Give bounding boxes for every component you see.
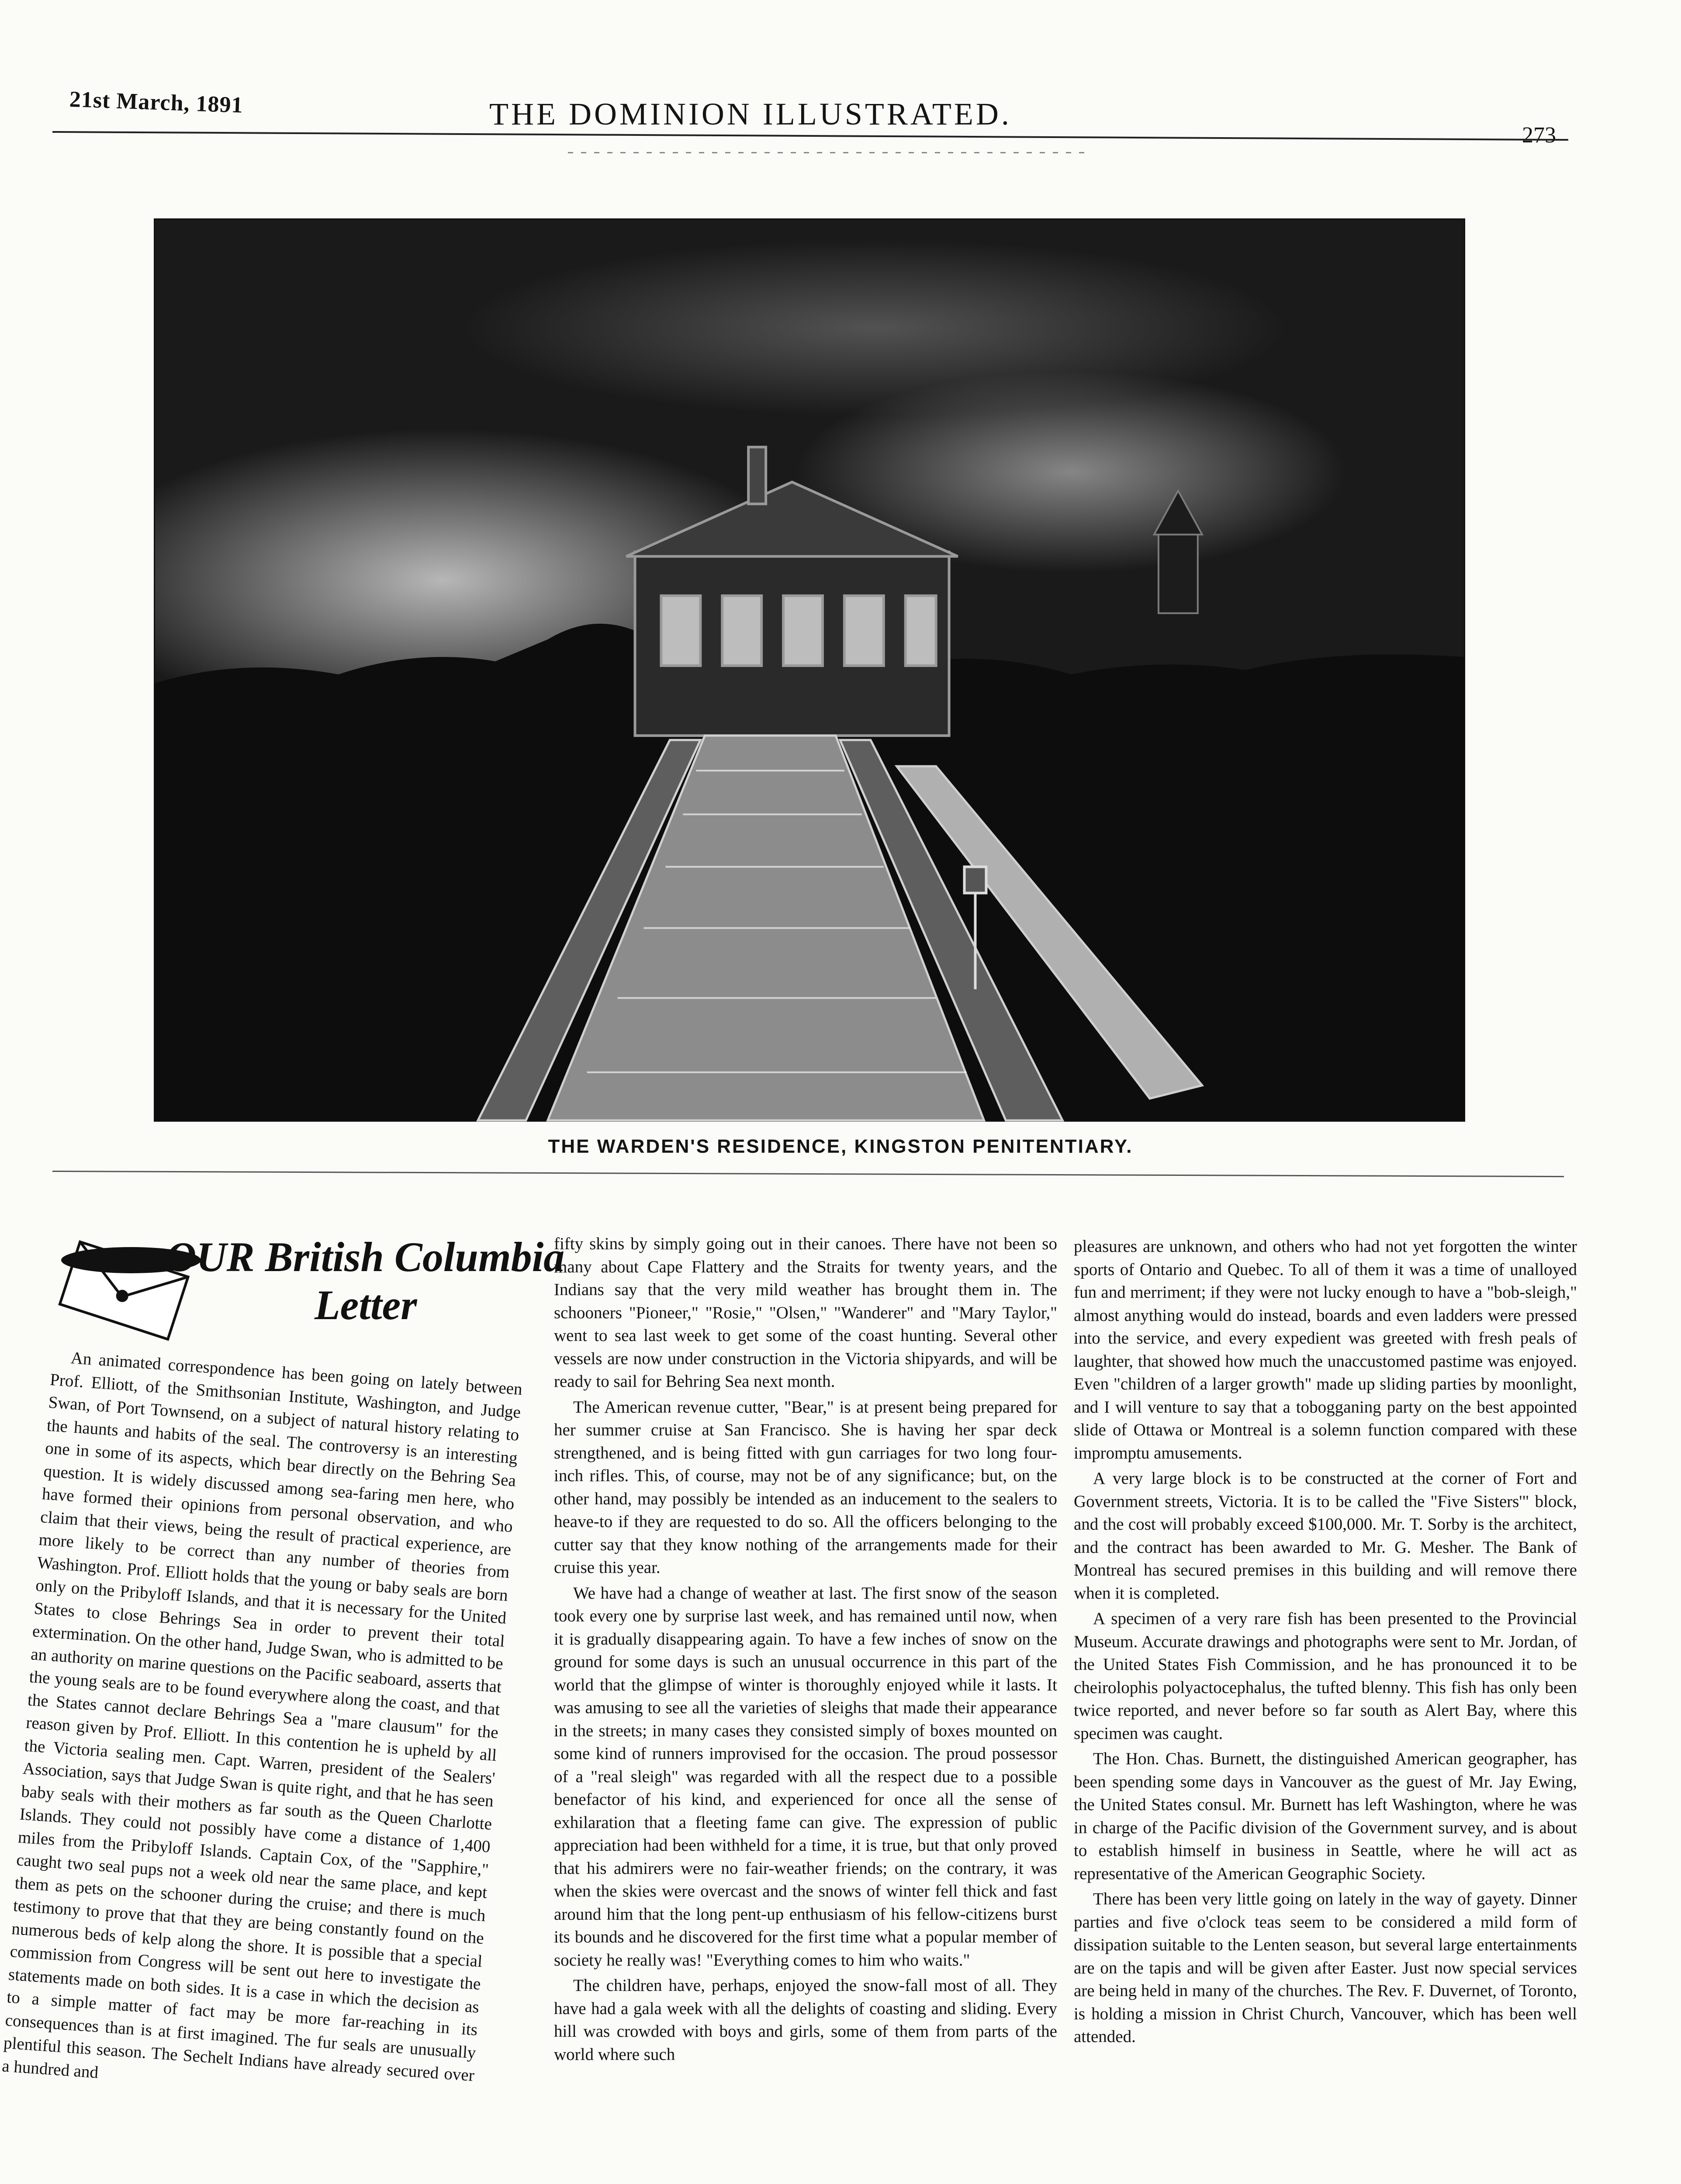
issue-date: 21st March, 1891 (69, 86, 244, 118)
header-rule (52, 131, 1568, 141)
illustration-drawing (155, 220, 1464, 1120)
paragraph: A very large block is to be constructed at the corner of Fort and Government streets, Victoria. It is to be called the "Five Sisters'" block, and the cost will probably exceed $100,000. Mr. T. Sorby is the architect, and the contract has been awarded to Mr. G. Mesher. The Bank of Montreal has secured premises in this building and will remove there when it is completed. (1074, 1469, 1577, 1603)
paragraph: pleasures are unknown, and others who had not yet forgotten the winter sports of Ontario and Quebec. To all of them it was a time of unalloyed fun and merriment; if they were not lucky enough to have a "bob-sleigh," almost anything would do instead, boards and even ladders were pressed into the service, and every expedient was greeted with fresh peals of laughter, that showed how much the unaccustomed pastime was enjoyed. Even "children of a larger growth" made up sliding parties by moonlight, and I will venture to say that a tobogganing party on the best appointed slide of Ottawa or Montreal is a solemn function compared with these impromptu amusements. (1074, 1237, 1577, 1462)
header-dotted-rule (568, 152, 1092, 153)
paragraph: fifty skins by simply going out in their canoes. There have not been so many about Cape Flattery and the Straits for twenty years, and the Indians say that the very mild weather has brought them in. The schooners "Pioneer," "Rosie," "Olsen," "Wanderer" and "Mary Taylor," went to sea last week to get some of the coast hunting. Several other vessels are now under construction in the Victoria shipyards, and will be ready to sail for Behring Sea next month. (554, 1234, 1057, 1391)
warden-house (626, 447, 958, 736)
article-column-3 (1074, 1235, 1577, 2049)
logo-text-line1: OUR British Columbia (166, 1234, 565, 1280)
paragraph: An animated correspondence has been going on lately between Prof. Elliott, of the Smithsonian Institute, Washington, and Judge Swan, of Port Townsend, on a subject of natural history relating to the haunts and habits of the seal. The controversy is an interesting one in some of its aspects, which bear directly on the Behring Sea question. It is widely discussed among sea-faring men here, who have formed their opinions from personal observation, and who claim that their views, being the result of practical experience, are more likely to be correct than any number of theories from Washington. Prof. Elliott holds that the young or baby seals are born only on the Pribyloff Islands, and that it is necessary for the United States to close Behrings Sea in order to prevent their total extermination. On the other hand, Judge Swan, who is admitted to be an authority on marine questions on the Pacific seaboard, asserts that the young seals are to be found everywhere along the coast, and that the States cannot declare Behrings Sea a "mare clausum" for the reason given by Prof. Elliott. In this contention he is upheld by all the Victoria sealing men. Capt. Warren, president of the Sealers' Association, says that Judge Swan is quite right, and that he has seen baby seals with their mothers as far south as the Queen Charlotte Islands. They could not possibly have come a distance of 1,400 miles from the Pribyloff Islands. Captain Cox, of the "Sapphire," caught two seal pups not a week old near the same place, and kept them as pets on the schooner during the cruise; and there is much testimony to prove that that they are being constantly found on the numerous beds of kelp along the shore. It is possible that a special commission from Congress will be sent out here to investigate the statements made on both sides. It is a case in which the decision as to a simple matter of fact may be more far-reaching in its consequences than is at first imagined. The fur seals are unusually plentiful this season. The Sechelt Indians have already secured over a hundred and (1, 1348, 523, 2085)
article-column-2 (554, 1233, 1057, 2066)
paragraph: The American revenue cutter, "Bear," is at present being prepared for her summer cruise at San Francisco. She is having her spar deck strengthened, and is being fitted with gun carriages for two long four-inch rifles. This, of course, may not be of any significance; but, on the other hand, may possibly be intended as an inducement to the sealers to heave-to if they are requested to do so. All the officers belonging to the cutter say that they know nothing of the arrangements made for their cruise this year. (554, 1397, 1057, 1577)
logo-text-line2: Letter (315, 1282, 417, 1328)
section-rule (52, 1171, 1564, 1177)
article-column-1 (1, 1345, 523, 2110)
paragraph: A specimen of a very rare fish has been presented to the Provincial Museum. Accurate drawings and photographs were sent to Mr. Jordan, of the United States Fish Commission, and he has pronounced it to be cheirolophis polyactocephalus, the tufted blenny. This fish has only been twice reported, and never before so far south as Alert Bay, where this specimen was caught. (1074, 1609, 1577, 1743)
paragraph: There has been very little going on lately in the way of gayety. Dinner parties and five o'clock teas seem to be considered a mild form of dissipation suitable to the Lenten season, but several large entertainments are on the tapis and will be given after Easter. Just now special services are being held in many of the churches. The Rev. F. Duvernet, of Toronto, is holding a mission in Christ Church, Vancouver, which has been well attended. (1074, 1890, 1577, 2046)
page-number: 273 (1522, 123, 1556, 148)
paragraph: We have had a change of weather at last. The first snow of the season took every one by surprise last week, and has remained until now, when it is gradually disappearing again. To have a few inches of snow on the ground for some days is such an unusual occurrence in this part of the world that the glimpse of winter is thoroughly enjoyed while it lasts. It was amusing to see all the varieties of sleighs that made their appearance in the streets; in many cases they consisted simply of boxes mounted on some kind of runners improvised for the occasion. The proud possessor of a "real sleigh" was regarded with all the respect due to a possible benefactor of his kind, and experienced for once all the sense of exhilaration that a fleeting fame can give. The expression of public appreciation had been withheld for a time, it is true, but that only proved that his admirers were no fair-weather friends; on the contrary, it was when the skies were overcast and the snows of winter fell thick and fast around him that the long pent-up enthusiasm of his fellow-citizens burst its bounds and he discovered for the first time what a popular member of society he really was! "Everything comes to him who waits." (554, 1583, 1057, 1970)
paragraph: The Hon. Chas. Burnett, the distinguished American geographer, has been spending some days in Vancouver as the guest of Mr. Jay Ewing, the United States consul. Mr. Burnett has left Washington, where he was in charge of the Pacific division of the Government survey, and is about to establish himself in business in Seattle, where he will act as representative of the American Geographic Society. (1074, 1749, 1577, 1883)
our-british-columbia-letter-logo (52, 1223, 565, 1337)
warden-residence-illustration (154, 218, 1465, 1122)
distant-tower (1154, 491, 1202, 613)
paragraph: The children have, perhaps, enjoyed the snow-fall most of all. They have had a gala week with all the delights of coasting and sliding. Every hill was crowded with boys and girls, some of them from parts of the world where such (554, 1976, 1057, 2064)
illustration-caption: THE WARDEN'S RESIDENCE, KINGSTON PENITENTIARY. (548, 1136, 1133, 1157)
masthead-title: THE DOMINION ILLUSTRATED. (489, 97, 1012, 131)
